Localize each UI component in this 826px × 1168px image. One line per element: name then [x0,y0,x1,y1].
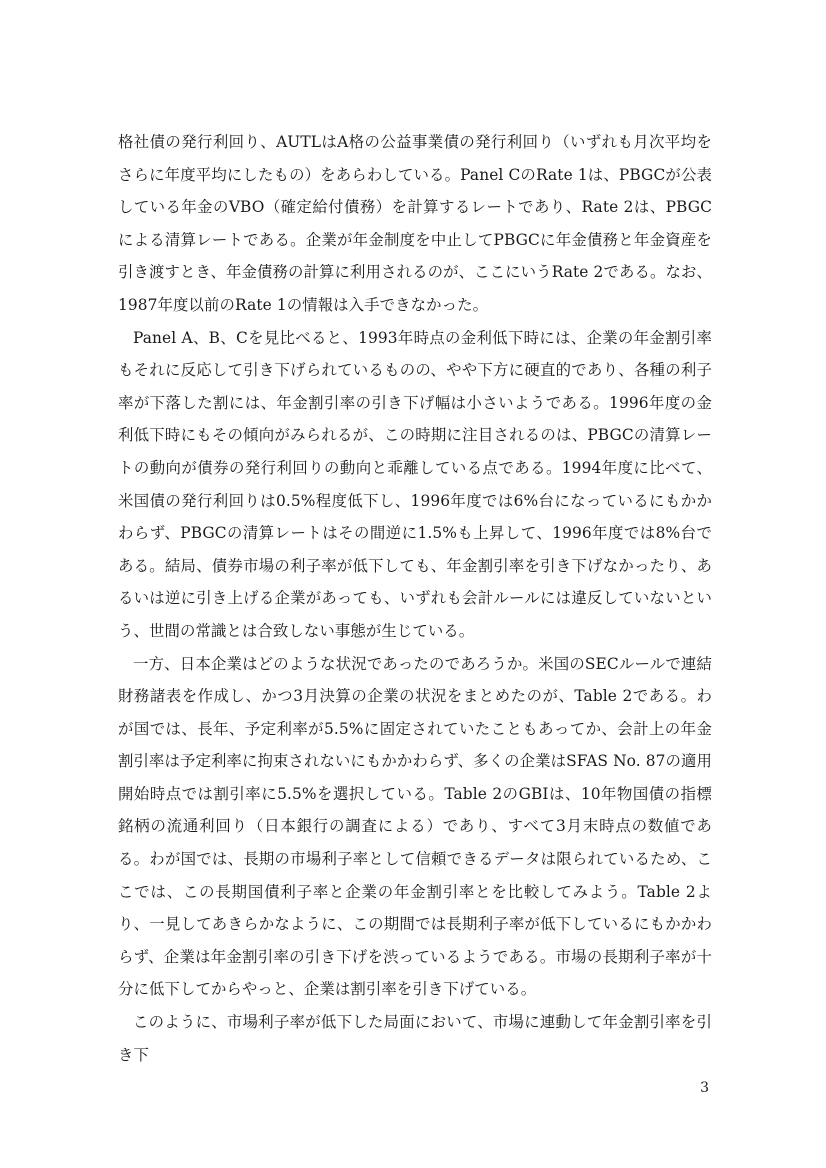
paragraph-4: このように、市場利子率が低下した局面において、市場に連動して年金割引率を引き下 [118,1013,712,1064]
paragraph-2: Panel A、B、Cを見比べると、1993年時点の金利低下時には、企業の年金割引率もそれに反応して引き下げられているものの、やや下方に硬直的であり、各種の利子率が下落した割には、年金割引率の引き下げ幅は小さいようである。1996年度の金利低下時にもその傾向がみられるが、この時期に注目されるのは、PBGCの清算レートの動向が債券の発行利回りの動向と乖離している点である。1994年度に比べて、米国債の発行利回りは0.5%程度低下し、1996年度では6%台になっているにもかかわらず、PBGCの清算レートはその間逆に1.5%も上昇して、1996年度では8%台である。結局、債券市場の利子率が低下しても、年金割引率を引き下げなかったり、あるいは逆に引き上げる企業があっても、いずれも会計ルールには違反していないという、世間の常識とは合致しない事態が生じている。 [118,328,712,640]
page-body [118,126,712,1071]
paragraph-3: 一方、日本企業はどのような状況であったのであろうか。米国のSECルールで連結財務諸表を作成し、かつ3月決算の企業の状況をまとめたのが、Table 2である。わが国では、長年、予定利率が5.5%に固定されていたこともあってか、会計上の年金割引率は予定利率に拘束されないにもかかわらず、多くの企業はSFAS No. 87の適用開始時点では割引率に5.5%を選択している。Table 2のGBIは、10年物国債の指標銘柄の流通利回り（日本銀行の調査による）であり、すべて3月末時点の数値である。わが国では、長期の市場利子率として信頼できるデータは限られているため、ここでは、この長期国債利子率と企業の年金割引率とを比較してみよう。Table 2より、一見してあきらかなように、この期間では長期利子率が低下しているにもかかわらず、企業は年金割引率の引き下げを渋っているようである。市場の長期利子率が十分に低下してからやっと、企業は割引率を引き下げている。 [118,654,712,999]
page-number: 3 [700,1080,709,1096]
paragraph-1: 格社債の発行利回り、AUTLはA格の公益事業債の発行利回り（いずれも月次平均をさらに年度平均にしたもの）をあらわしている。Panel CのRate 1は、PBGCが公表している年金のVBO（確定給付債務）を計算するレートであり、Rate 2は、PBGCによる清算レートである。企業が年金制度を中止してPBGCに年金債務と年金資産を引き渡すとき、年金債務の計算に利用されるのが、ここにいうRate 2である。なお、1987年度以前のRate 1の情報は入手できなかった。 [118,133,712,314]
